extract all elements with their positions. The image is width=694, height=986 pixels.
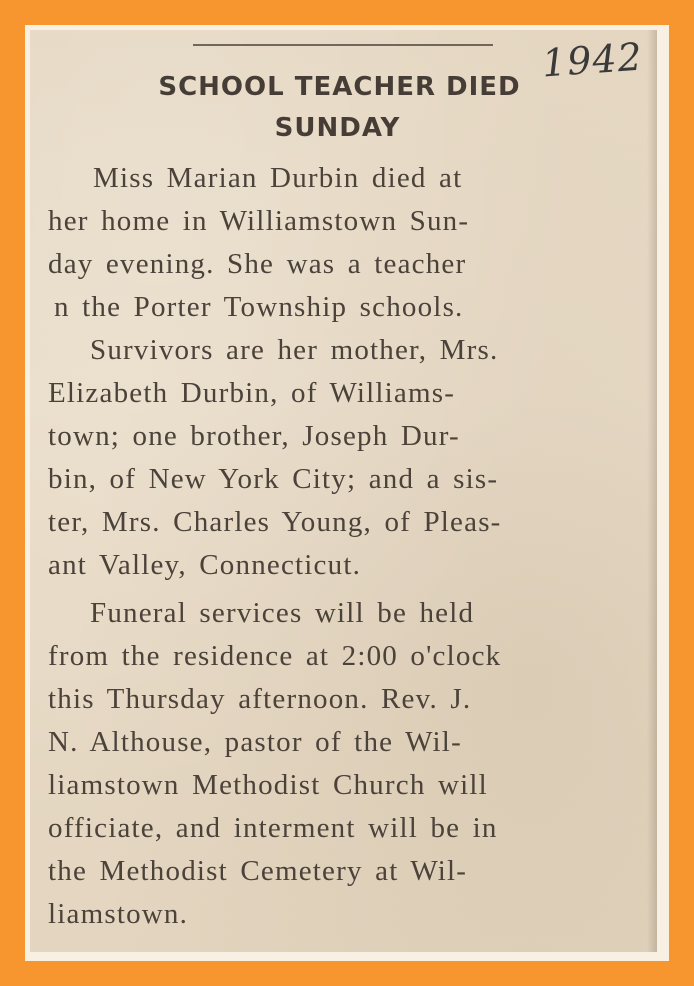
body-line: liamstown Methodist Church will bbox=[48, 769, 488, 801]
body-line: liamstown. bbox=[48, 898, 189, 930]
body-line: town; one brother, Joseph Dur- bbox=[48, 420, 460, 452]
headline-line-1: SCHOOL TEACHER DIED bbox=[158, 72, 521, 102]
body-line: Miss Marian Durbin died at bbox=[93, 162, 463, 194]
body-line: from the residence at 2:00 o'clock bbox=[48, 640, 502, 672]
handwritten-year: 1942 bbox=[540, 34, 645, 86]
body-line: bin, of New York City; and a sis- bbox=[48, 463, 499, 495]
top-rule bbox=[193, 44, 493, 46]
body-line: ant Valley, Connecticut. bbox=[48, 549, 362, 581]
body-line: Elizabeth Durbin, of Williams- bbox=[48, 377, 456, 409]
clipping-edge-shadow bbox=[647, 30, 657, 952]
body-line: N. Althouse, pastor of the Wil- bbox=[48, 726, 462, 758]
body-line: ter, Mrs. Charles Young, of Pleas- bbox=[48, 506, 502, 538]
scan-background bbox=[25, 25, 669, 961]
newspaper-clipping bbox=[30, 30, 657, 952]
body-line: officiate, and interment will be in bbox=[48, 812, 498, 844]
body-line: her home in Williamstown Sun- bbox=[48, 205, 470, 237]
body-line: n the Porter Township schools. bbox=[54, 291, 464, 323]
body-line: this Thursday afternoon. Rev. J. bbox=[48, 683, 472, 715]
body-line: the Methodist Cemetery at Wil- bbox=[48, 855, 468, 887]
body-line: day evening. She was a teacher bbox=[48, 248, 467, 280]
headline-line-2: SUNDAY bbox=[274, 113, 401, 143]
body-line: Survivors are her mother, Mrs. bbox=[90, 334, 499, 366]
body-line: Funeral services will be held bbox=[90, 597, 475, 629]
